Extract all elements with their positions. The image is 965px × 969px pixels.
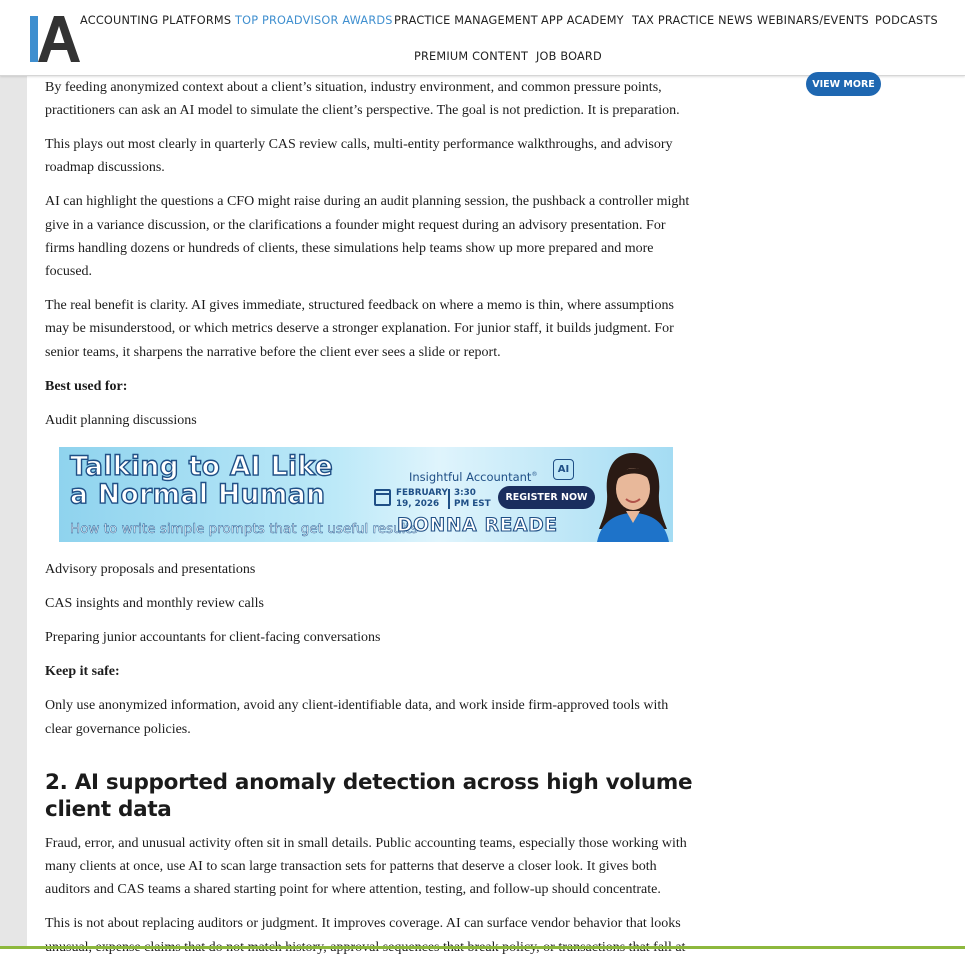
event-date-line: 19, 2026 — [396, 498, 440, 509]
ai-badge-icon: AI — [553, 459, 574, 480]
nav-premium-content[interactable]: PREMIUM CONTENT — [414, 50, 529, 63]
site-header — [0, 0, 965, 76]
paragraph: AI can highlight the questions a CFO might raise during an audit planning session, the pushback a controller might give in a variance discussion, or the clarifications a founder might request during an advisory presentation. For firms handling dozens or hundreds of clients, these simulations help teams show up more prepared and more focused. — [45, 194, 690, 280]
paragraph: By feeding anonymized context about a client’s situation, industry environment, and common pressure points, practitioners can ask an AI model to simulate the client’s perspective. The goal is not prediction. It is preparation. — [45, 80, 680, 119]
list-item: Audit planning discussions — [45, 412, 197, 428]
banner-title — [70, 453, 365, 509]
nav-accounting-platforms[interactable]: ACCOUNTING PLATFORMS — [80, 14, 232, 27]
calendar-icon — [374, 489, 391, 506]
paragraph: Fraud, error, and unusual activity often sit in small details. Public accounting teams, especially those working with many clients at once, use AI to scan large transaction sets for patterns that deserve a closer look. It gives both auditors and CAS teams a shared starting point for where attention, testing, and follow-up should concentrate. — [45, 835, 687, 898]
list-item: CAS insights and monthly review calls — [45, 596, 264, 612]
event-date — [396, 488, 451, 509]
event-divider — [448, 489, 450, 509]
main-nav — [0, 14, 965, 30]
section-heading: 2. AI supported anomaly detection across high volume client data — [45, 769, 693, 823]
banner-brand-name: Insightful Accountant — [409, 470, 532, 485]
paragraph: This plays out most clearly in quarterly CAS review calls, multi-entity performance walkthroughs, and advisory roadmap discussions. — [45, 137, 673, 176]
article-body — [45, 76, 693, 969]
registered-mark: ® — [531, 471, 538, 479]
event-date-line: FEBRUARY — [396, 488, 448, 499]
banner-title-line: a Normal Human — [70, 479, 326, 511]
nav-tax-practice-news[interactable]: TAX PRACTICE NEWS — [632, 14, 753, 27]
event-time — [454, 488, 496, 509]
speaker-name: DONNA READE — [397, 515, 558, 537]
paragraph: This is not about replacing auditors or judgment. It improves coverage. AI can surface vendor behavior that looks — [45, 916, 681, 932]
keep-safe-label: Keep it safe: — [45, 663, 120, 679]
nav-job-board[interactable]: JOB BOARD — [536, 50, 602, 63]
view-more-button[interactable]: VIEW MORE — [806, 72, 881, 96]
nav-app-academy[interactable]: APP ACADEMY — [541, 14, 624, 27]
banner-title-line: Talking to AI Like — [70, 451, 334, 483]
paragraph: The real benefit is clarity. AI gives immediate, structured feedback on where a memo is thin, where assumptions may be misunderstood, or which metrics deserve a stronger explanation. For junior staff, it builds judgment. For senior teams, it sharpens the narrative before the client ever sees a slide or report. — [45, 298, 674, 360]
nav-podcasts[interactable]: PODCASTS — [875, 14, 938, 27]
webinar-banner-ad[interactable] — [59, 447, 673, 542]
nav-top-proadvisor-awards[interactable]: TOP PROADVISOR AWARDS — [235, 14, 393, 27]
nav-practice-management[interactable]: PRACTICE MANAGEMENT — [394, 14, 538, 27]
register-now-button[interactable]: REGISTER NOW — [498, 486, 595, 509]
secondary-nav — [0, 50, 965, 66]
banner-subtitle: How to write simple prompts that get useful results — [70, 521, 418, 538]
list-item: Advisory proposals and presentations — [45, 562, 256, 578]
event-time-line: PM EST — [454, 498, 491, 509]
speaker-photo — [593, 449, 673, 542]
left-gutter — [0, 0, 27, 949]
nav-webinars-events[interactable]: WEBINARS/EVENTS — [757, 14, 869, 27]
best-used-label: Best used for: — [45, 378, 128, 394]
event-time-line: 3:30 — [454, 488, 476, 499]
paragraph: Only use anonymized information, avoid any client-identifiable data, and work inside firm-approved tools with clear governance policies. — [45, 698, 669, 737]
list-item: Preparing junior accountants for client-facing conversations — [45, 630, 381, 646]
